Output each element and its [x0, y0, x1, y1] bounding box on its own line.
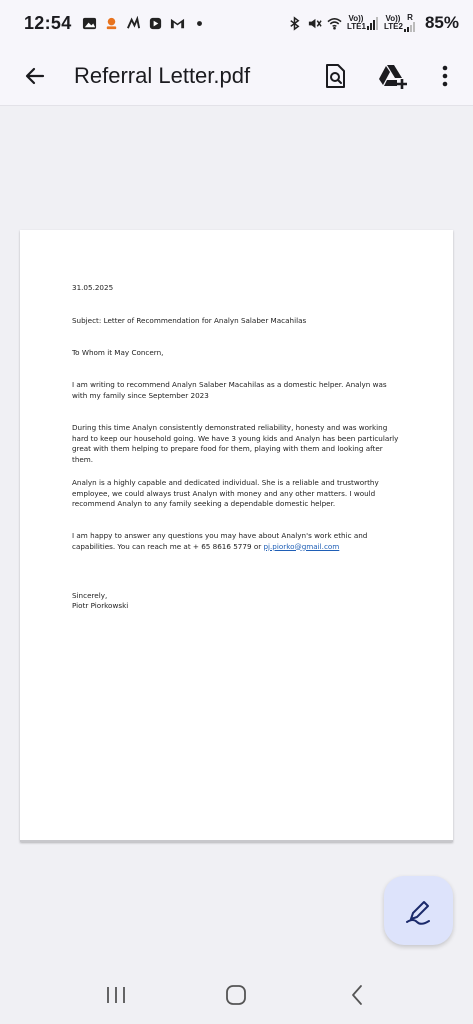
paragraph-4-text: I am happy to answer any questions you may have about Analyn's work ethic and capabilities. You can reach me at + 65 8616 5779 or — [72, 531, 368, 551]
status-bar — [0, 0, 473, 46]
wifi-icon — [327, 16, 342, 31]
pdf-viewer[interactable] — [0, 107, 473, 965]
roaming-badge: R — [407, 13, 413, 22]
add-to-drive-icon — [378, 63, 408, 89]
signal1-icon — [367, 16, 379, 30]
dot-icon — [192, 16, 207, 31]
system-icons — [287, 13, 459, 33]
battery-level: 85% — [424, 13, 459, 32]
more-options-button[interactable] — [425, 56, 465, 96]
chevron-left-icon — [349, 984, 365, 1006]
letter-date: 31.05.2025 — [72, 283, 114, 292]
network1-indicator — [347, 15, 379, 31]
gallery-icon — [82, 16, 97, 31]
letter-paragraph-1: I am writing to recommend Analyn Salaber Macahilas as a domestic helper. Analyn was with my family since September 2023 — [72, 380, 387, 400]
arrow-left-icon — [23, 64, 47, 88]
email-link[interactable]: pj.piorko@gmail.com — [263, 541, 340, 551]
letter-paragraph-4 — [72, 531, 402, 552]
app-bar-actions — [315, 56, 473, 96]
letter-salutation: To Whom it May Concern, — [72, 348, 164, 357]
back-button[interactable] — [17, 58, 53, 94]
status-time: 12:54 — [24, 12, 72, 33]
edit-fab-button[interactable] — [384, 876, 453, 945]
add-to-drive-button[interactable] — [373, 56, 413, 96]
recent-apps-icon — [105, 985, 127, 1005]
signal2-icon — [404, 22, 416, 32]
video-icon — [148, 16, 163, 31]
gmail-icon — [170, 16, 185, 31]
letter-paragraph-2: During this time Analyn consistently demonstrated reliability, honesty and was working hard to keep our household going. We have 3 young kids and Analyn has been particularly great with them helping to prepare food for them, playing with them and looking after them. — [72, 423, 399, 464]
edit-pen-icon — [405, 897, 433, 925]
letter-closing: Sincerely, — [72, 591, 108, 600]
recent-apps-button[interactable] — [96, 975, 136, 1015]
network2-indicator — [384, 14, 416, 32]
music-icon — [126, 16, 141, 31]
bluetooth-icon — [287, 16, 302, 31]
network2-label: Vo)) LTE2 — [383, 14, 403, 31]
pdf-page — [20, 230, 453, 842]
home-button[interactable] — [216, 975, 256, 1015]
more-vert-icon — [442, 65, 448, 87]
letter-paragraph-3: Analyn is a highly capable and dedicated individual. She is a reliable and trustworthy employee, we could always trust Analyn with money and any other matters. I would recommend Analyn to any family seeking a dependable domestic helper. — [72, 478, 379, 508]
back-nav-button[interactable] — [337, 975, 377, 1015]
home-icon — [225, 984, 247, 1006]
app-bar — [0, 46, 473, 106]
document-title: Referral Letter.pdf — [74, 62, 251, 88]
app-notification-icon — [104, 16, 119, 31]
mute-icon — [307, 16, 322, 31]
system-nav-bar — [0, 965, 473, 1024]
notification-icons — [82, 16, 207, 31]
search-document-button[interactable] — [315, 56, 355, 96]
search-document-icon — [323, 63, 347, 89]
letter-signature-name: Piotr Piorkowski — [72, 601, 129, 610]
network1-label: Vo)) LTE1 — [346, 14, 366, 31]
letter-subject: Subject: Letter of Recommendation for Analyn Salaber Macahilas — [72, 316, 307, 325]
